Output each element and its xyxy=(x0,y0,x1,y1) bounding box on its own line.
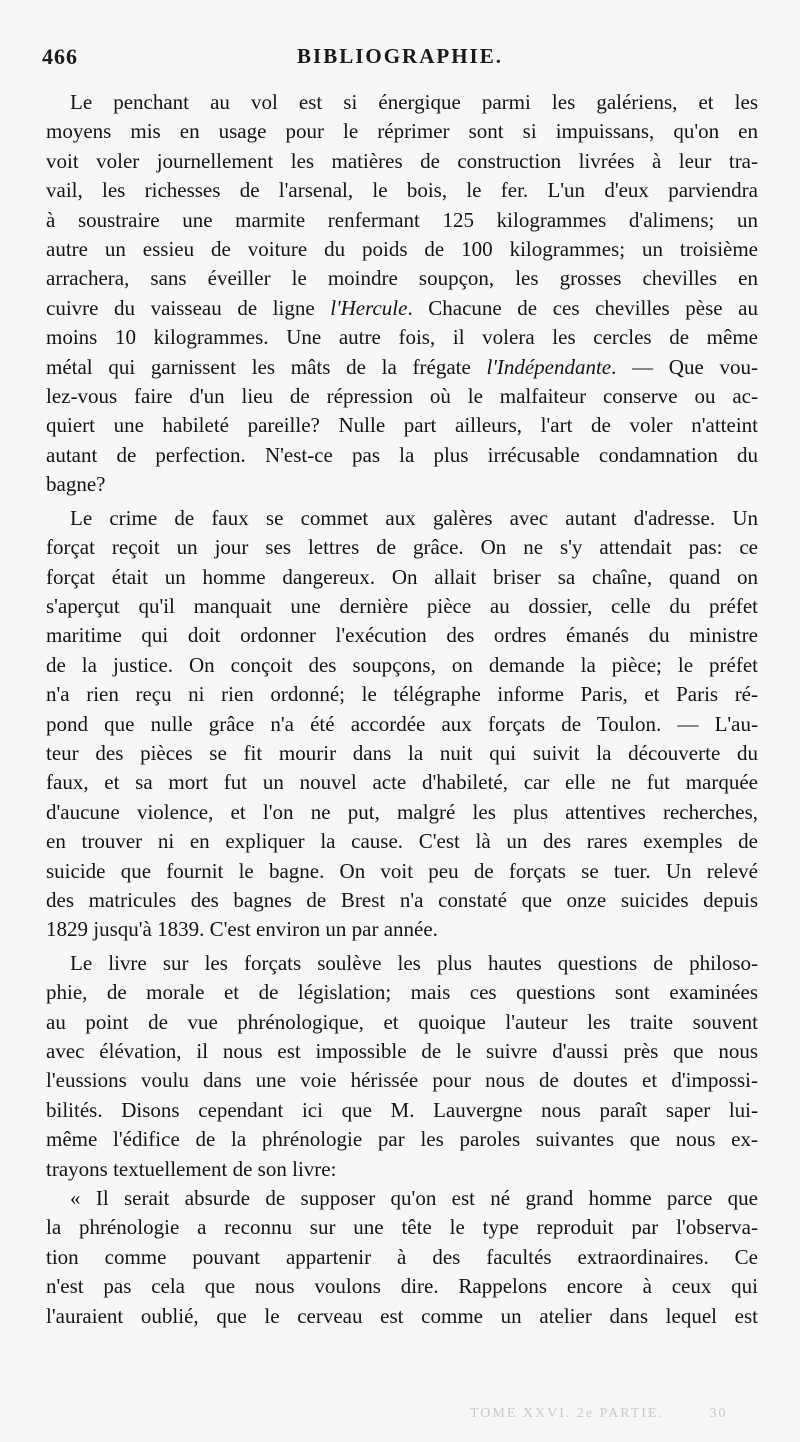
text-line: forçat était un homme dangereux. On allait briser sa chaîne, quand on xyxy=(46,564,758,589)
text-line: « Il serait absurde de supposer qu'on est né grand homme parce que xyxy=(70,1186,758,1211)
text-line: arrachera, sans éveiller le moindre soupçon, les grosses chevilles en xyxy=(46,266,758,291)
paragraph-theft xyxy=(46,88,758,500)
text-line: en trouver ni en expliquer la cause. C'est là un des rares exemples de xyxy=(46,829,758,854)
text-line: forçat reçoit un jour ses lettres de grâce. On ne s'y attendait pas: ce xyxy=(46,535,758,560)
text-line: moyens mis en usage pour le réprimer sont si impuissans, qu'on en xyxy=(46,119,758,144)
text-line: Le penchant au vol est si énergique parmi les galériens, et les xyxy=(70,90,758,114)
text-line: faux, et sa mort fut un nouvel acte d'habileté, car elle ne fut marquée xyxy=(46,770,758,795)
text-line: la phrénologie a reconnu sur une tête le type reproduit par l'observa- xyxy=(46,1215,758,1240)
text-line: teur des pièces se fit mourir dans la nuit qui suivit la découverte du xyxy=(46,740,758,765)
page-header xyxy=(42,40,758,74)
text-line: trayons textuellement de son livre: xyxy=(46,1156,337,1181)
text-line: l'eussions voulu dans une voie hérissée pour nous de doutes et d'impossi- xyxy=(46,1068,758,1093)
paragraph-book-review xyxy=(46,949,758,1184)
text-line: métal qui garnissent les mâts de la frégate l'Indépendante. — Que vou- xyxy=(46,354,758,379)
text-line: quiert une habileté pareille? Nulle part ailleurs, l'art de voler n'atteint xyxy=(46,413,758,438)
running-head: BIBLIOGRAPHIE. xyxy=(297,44,503,68)
text-line: d'aucune violence, et l'on ne put, malgré les plus attentives recherches, xyxy=(46,799,758,824)
text-line: autre un essieu de voiture du poids de 100 kilogrammes; un troisième xyxy=(46,237,758,262)
text-line: phie, de morale et de législation; mais ces questions sont examinées xyxy=(46,980,758,1005)
text-line: à soustraire une marmite renfermant 125 kilogrammes d'alimens; un xyxy=(46,207,758,232)
text-line: s'aperçut qu'il manquait une dernière pièce au dossier, celle du préfet xyxy=(46,593,758,618)
text-line: lez-vous faire d'un lieu de répression où le malfaiteur conserve ou ac- xyxy=(46,384,758,409)
text-line: n'est pas cela que nous voulons dire. Rappelons encore à ceux qui xyxy=(46,1274,758,1299)
page-footer xyxy=(470,1406,728,1422)
text-line: au point de vue phrénologique, et quoique l'auteur les traite souvent xyxy=(46,1009,758,1034)
text-line: vail, les richesses de l'arsenal, le bois, le fer. L'un d'eux parviendra xyxy=(46,178,758,203)
text-line: autant de perfection. N'est-ce pas la plus irrécusable condamnation du xyxy=(46,442,758,467)
text-line: Le crime de faux se commet aux galères avec autant d'adresse. Un xyxy=(70,505,758,530)
text-line: bagne? xyxy=(46,472,106,497)
text-line: maritime qui doit ordonner l'exécution des ordres émanés du ministre xyxy=(46,623,758,648)
text-line: Le livre sur les forçats soulève les plus hautes questions de philoso- xyxy=(70,950,758,975)
text-line: 1829 jusqu'à 1839. C'est environ un par année. xyxy=(46,917,438,942)
text-line: tion comme pouvant appartenir à des facultés extraordinaires. Ce xyxy=(46,1244,758,1269)
text-line: des matricules des bagnes de Brest n'a constaté que onze suicides depuis xyxy=(46,887,758,912)
paragraph-quotation xyxy=(46,1184,758,1331)
ship-name: l'Hercule xyxy=(330,295,408,320)
volume-signature: TOME XXVI. 2e PARTIE. xyxy=(470,1406,664,1421)
text-line: n'a rien reçu ni rien ordonné; le télégraphe informe Paris, et Paris ré- xyxy=(46,682,758,707)
body-text xyxy=(46,88,758,1331)
paragraph-forgery xyxy=(46,504,758,945)
text-line: voit voler journellement les matières de construction livrées à leur tra- xyxy=(46,148,758,173)
ship-name: l'Indépendante xyxy=(486,354,612,379)
text-line: moins 10 kilogrammes. Une autre fois, il volera les cercles de même xyxy=(46,325,758,350)
text-line: cuivre du vaisseau de ligne l'Hercule. Chacune de ces chevilles pèse au xyxy=(46,295,758,320)
text-line: avec élévation, il nous est impossible de le suivre d'aussi près que nous xyxy=(46,1039,758,1063)
text-line: pond que nulle grâce n'a été accordée aux forçats de Toulon. — L'au- xyxy=(46,711,758,736)
sheet-number: 30 xyxy=(709,1406,728,1421)
text-line: bilités. Disons cependant ici que M. Lauvergne nous paraît saper lui- xyxy=(46,1097,758,1122)
text-line: même l'édifice de la phrénologie par les paroles suivantes que nous ex- xyxy=(46,1127,758,1152)
text-line: suicide que fournit le bagne. On voit peu de forçats se tuer. Un relevé xyxy=(46,858,758,883)
page-number: 466 xyxy=(42,44,78,69)
text-line: de la justice. On conçoit des soupçons, on demande la pièce; le préfet xyxy=(46,652,758,677)
text-line: l'auraient oublié, que le cerveau est comme un atelier dans lequel est xyxy=(46,1303,758,1328)
